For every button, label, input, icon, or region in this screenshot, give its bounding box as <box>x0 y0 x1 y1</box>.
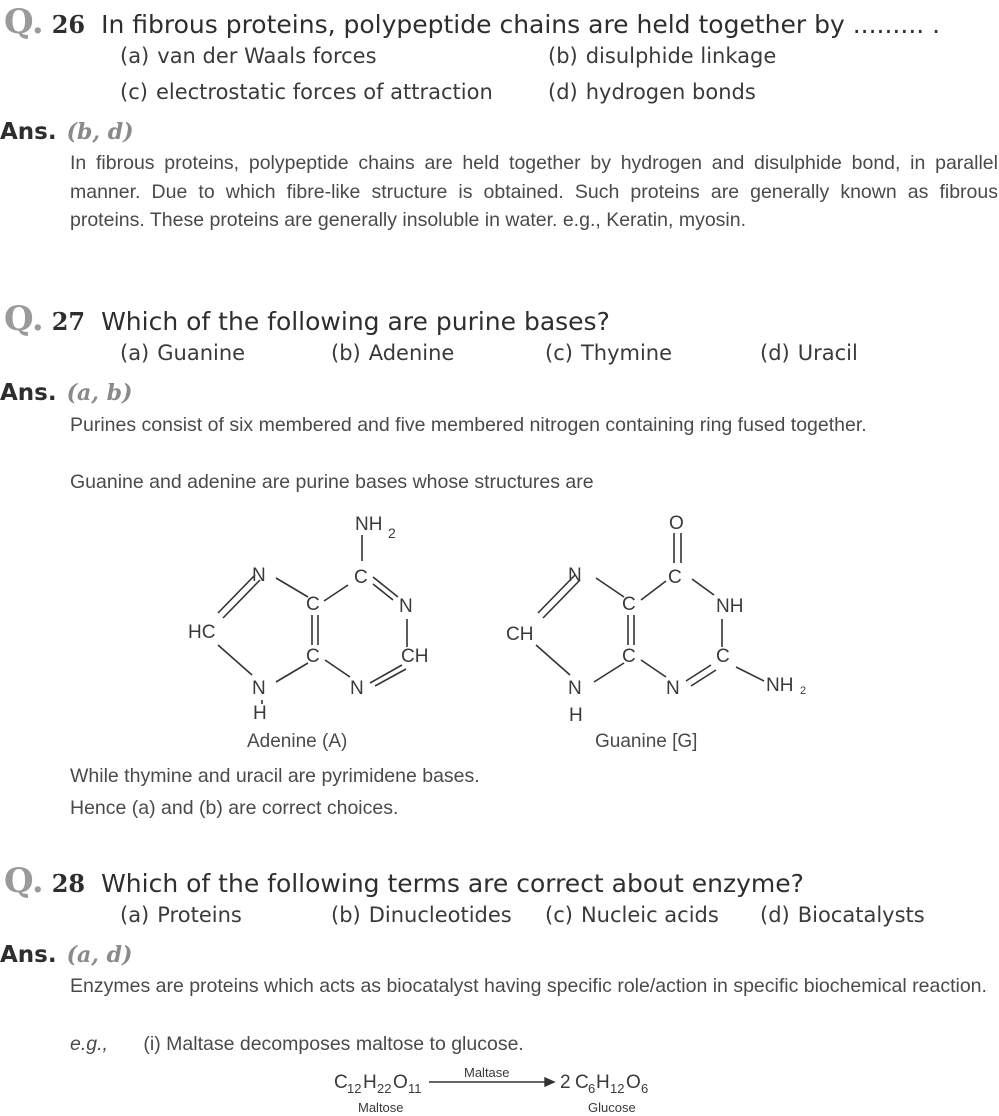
answer-27 <box>0 380 132 406</box>
option-d: (d) Uracil <box>760 341 858 365</box>
explanation-28: Enzymes are proteins which acts as biocatalyst having specific role/action in specific biochemical reaction. <box>70 975 987 997</box>
answer-choice: (a, b) <box>66 380 133 406</box>
option-b: (b) Dinucleotides <box>331 903 512 927</box>
answer-label: Ans. <box>0 942 57 968</box>
svg-text:CH: CH <box>506 624 534 645</box>
svg-text:HC: HC <box>188 622 216 643</box>
svg-text:N: N <box>666 678 680 699</box>
example-text: (i) Maltase decomposes maltose to glucose. <box>143 1033 524 1055</box>
answer-26 <box>0 119 134 145</box>
adenine-structure <box>180 505 450 730</box>
svg-text:C: C <box>668 567 682 588</box>
svg-text:N: N <box>568 678 582 699</box>
question-marker: Q. <box>4 299 44 339</box>
structures-intro: Guanine and adenine are purine bases whose structures are <box>70 471 594 493</box>
option-a: (a) Guanine <box>120 341 246 365</box>
svg-text:2: 2 <box>800 685 807 697</box>
svg-text:N: N <box>399 596 413 617</box>
svg-text:N: N <box>252 565 266 586</box>
question-number: 27 <box>51 307 86 336</box>
explanation-26: In fibrous proteins, polypeptide chains are held together by hydrogen and disulphide bond, in parallel manner. Due to which fibre-like structure is obtained. Such proteins are generally known as fibrous proteins. These proteins are generally insoluble in water. e.g., Keratin, myosin. <box>70 152 998 231</box>
question-text: Which of the following terms are correct about enzyme? <box>101 869 804 898</box>
answer-choice: (b, d) <box>66 119 134 145</box>
svg-text:C: C <box>716 646 730 667</box>
option-d: (d) hydrogen bonds <box>548 80 756 104</box>
example-label: e.g., <box>70 1033 108 1055</box>
option-a: (a) Proteins <box>120 903 242 927</box>
svg-text:12: 12 <box>347 1081 362 1096</box>
svg-text:C: C <box>354 567 368 588</box>
guanine-structure <box>500 505 820 730</box>
svg-text:N: N <box>252 678 266 699</box>
svg-text:C: C <box>306 646 320 667</box>
svg-text:H: H <box>253 703 267 724</box>
svg-text:Maltose: Maltose <box>358 1100 404 1115</box>
svg-text:11: 11 <box>408 1081 422 1096</box>
question-27 <box>4 299 610 339</box>
svg-text:C: C <box>622 646 636 667</box>
option-c: (c) electrostatic forces of attraction <box>120 80 493 104</box>
svg-text:NH: NH <box>766 675 794 696</box>
svg-text:N: N <box>568 565 582 586</box>
svg-text:O: O <box>626 1072 641 1093</box>
option-d: (d) Biocatalysts <box>760 903 925 927</box>
option-b: (b) Adenine <box>331 341 455 365</box>
svg-text:H: H <box>363 1072 377 1093</box>
svg-text:12: 12 <box>610 1081 625 1096</box>
question-marker: Q. <box>4 861 44 901</box>
option-c: (c) Nucleic acids <box>545 903 719 927</box>
svg-text:C: C <box>575 1072 589 1093</box>
svg-text:N: N <box>350 678 364 699</box>
svg-text:H: H <box>569 705 583 726</box>
svg-text:6: 6 <box>588 1081 596 1096</box>
svg-text:NH: NH <box>355 514 383 535</box>
svg-text:O: O <box>669 513 684 534</box>
answer-label: Ans. <box>0 380 57 406</box>
svg-text:Maltase: Maltase <box>464 1065 510 1080</box>
maltose-reaction <box>330 1062 670 1116</box>
conclusion-line-2: Hence (a) and (b) are correct choices. <box>70 797 399 819</box>
question-26 <box>4 2 940 42</box>
option-b: (b) disulphide linkage <box>548 44 777 68</box>
svg-text:2: 2 <box>388 525 396 541</box>
question-text: Which of the following are purine bases? <box>101 307 610 336</box>
explanation-27: Purines consist of six membered and five membered nitrogen containing ring fused together. <box>70 414 867 436</box>
example-line <box>70 1033 524 1056</box>
svg-text:O: O <box>393 1072 408 1093</box>
question-28 <box>4 861 804 901</box>
svg-text:Glucose: Glucose <box>588 1100 636 1115</box>
question-text: In fibrous proteins, polypeptide chains are held together by ......... . <box>101 10 941 39</box>
svg-text:C: C <box>622 594 636 615</box>
option-c: (c) Thymine <box>545 341 673 365</box>
question-number: 28 <box>51 869 86 898</box>
answer-label: Ans. <box>0 119 57 145</box>
answer-28 <box>0 942 132 968</box>
svg-text:C: C <box>334 1072 348 1093</box>
answer-choice: (a, d) <box>66 942 133 968</box>
svg-text:CH: CH <box>401 646 429 667</box>
svg-text:6: 6 <box>641 1081 649 1096</box>
option-a: (a) van der Waals forces <box>120 44 377 68</box>
svg-text:C: C <box>306 594 320 615</box>
conclusion-line-1: While thymine and uracil are pyrimidene bases. <box>70 765 480 787</box>
adenine-caption: Adenine (A) <box>247 731 348 752</box>
svg-text:NH: NH <box>716 596 744 617</box>
svg-text:22: 22 <box>377 1081 392 1096</box>
guanine-caption: Guanine [G] <box>595 731 698 752</box>
question-marker: Q. <box>4 2 44 42</box>
svg-text:2: 2 <box>560 1072 571 1093</box>
svg-text:H: H <box>596 1072 610 1093</box>
question-number: 26 <box>51 10 86 39</box>
